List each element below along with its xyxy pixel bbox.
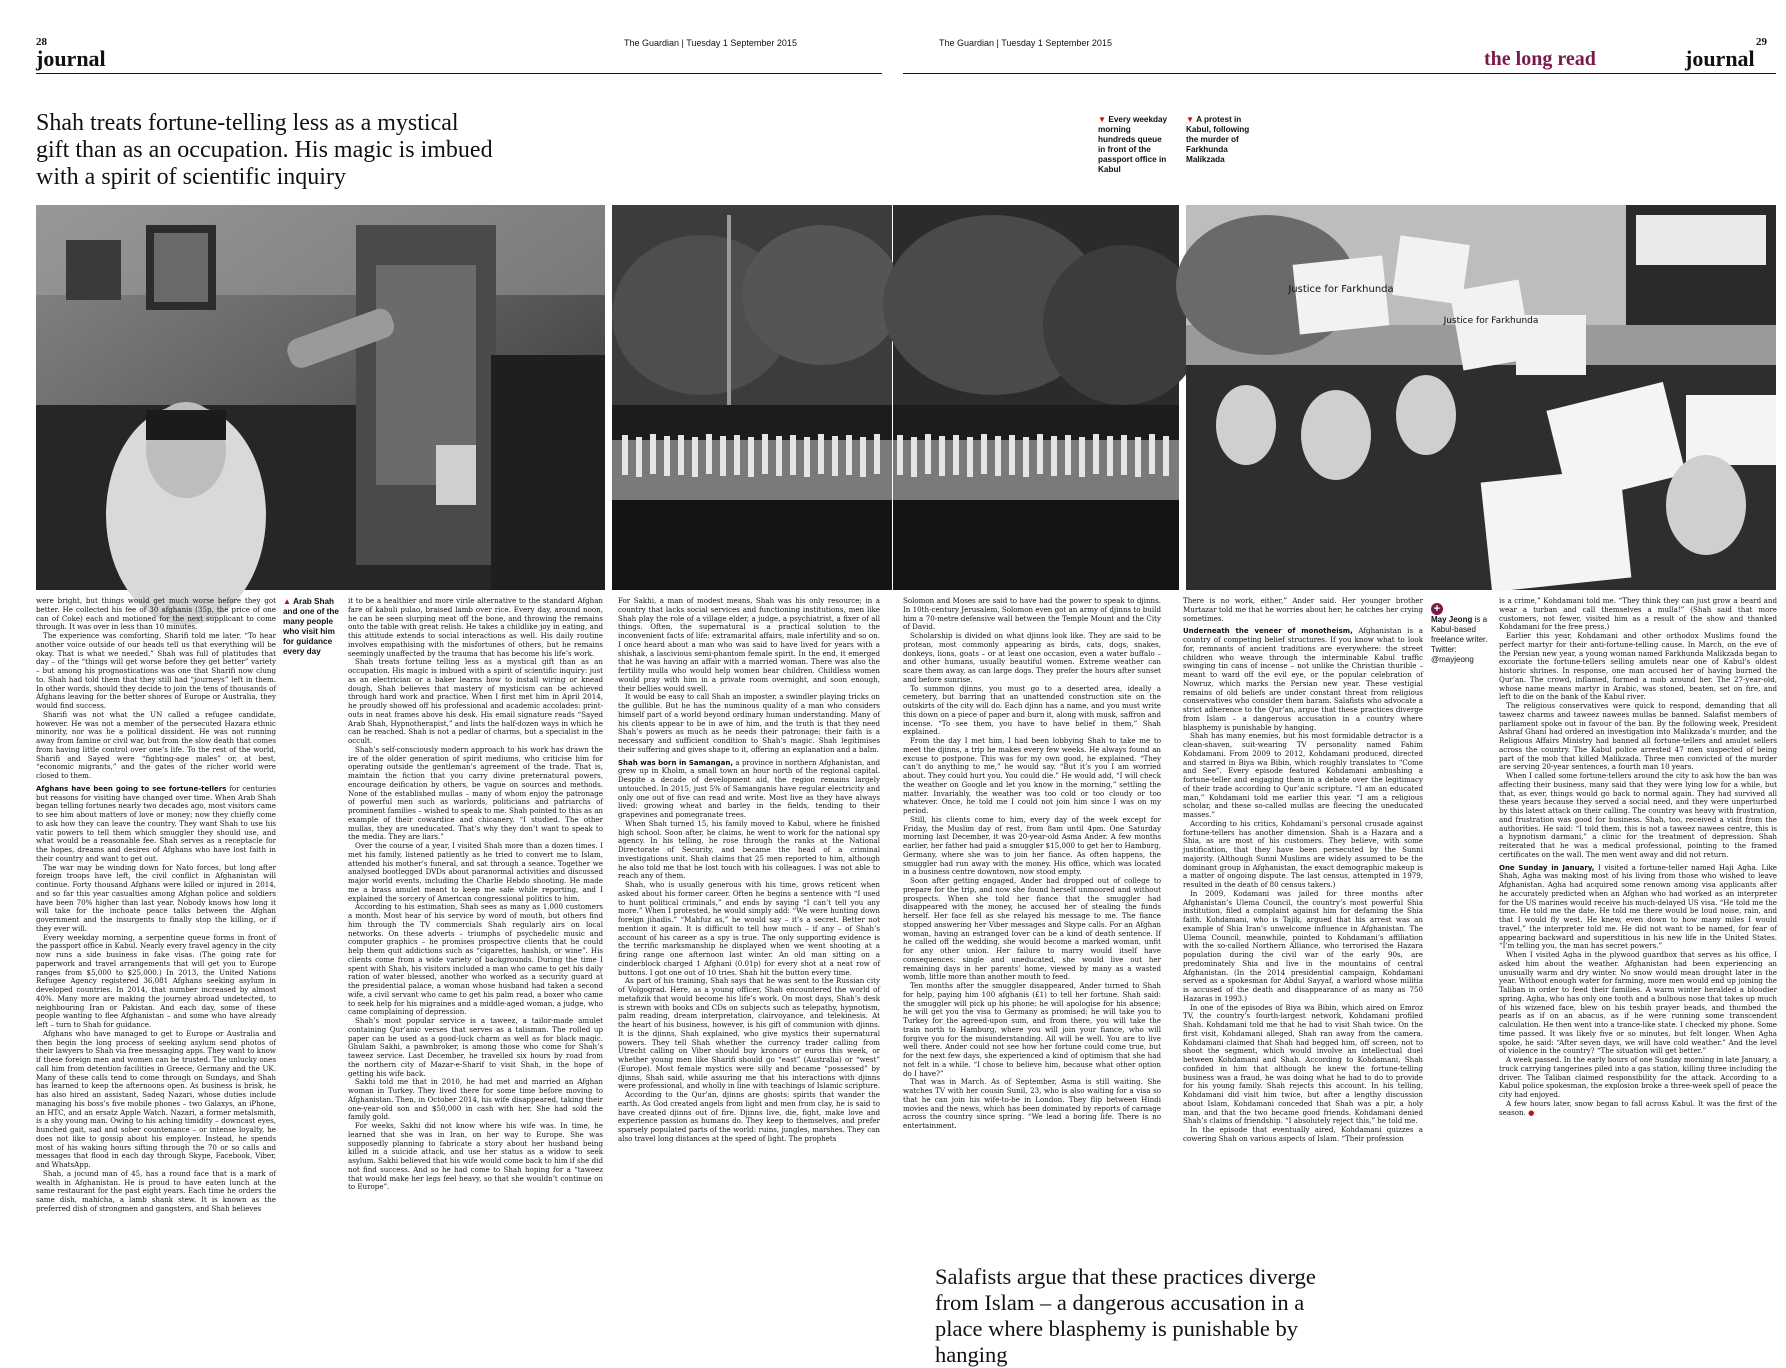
paragraph: In one of the episodes of Biya wa Bibin, which aired on Emroz TV, the country’s fourth-largest network, Kohdamani profiled Shah. Kohdamani told me that he had to visit Shah twice. On the first visit, Kohdamani alleged, Shah ran away from the camera. Kohdamani claimed that Shah had begged him, off screen, not to shoot the segment, which would involve an intellectual duel between Kohdamani and Shah. According to Kohdamani, Shah confided in him that although he knew the fortune-telling business was a fraud, he was doing what he had to do to provide for his young family. Shah rejects this account. In his telling, Kohdamani did visit him twice, but after a lengthy discussion about Islam, Kohdamani conceded that Shah was a pir, a holy man, and that the two became good friends. Kohdamani denied Shah’s claims of friendship. “I absolutely reject this,” he told me. [1183, 1002, 1423, 1126]
page-number: 28 [36, 36, 47, 48]
paragraph: From the day I met him, I had been lobbying Shah to take me to meet the djinns, a trip he makes every few weeks. He always found an excuse to postpone. This was for my own good, he explained. “They can’t do anything to me,” he would say. “But it’s you I am worried about. They could hurt you. You could die.” He would add, “I will check the weather on Google and let you know in the morning,” settling the matter. Invariably, the weather was too cold or too cloudy or too whatever. Once, he told me I could not join him since I was on my period. [903, 736, 1161, 815]
paragraph: As part of his training, Shah says that he was sent to the Russian city of Volgograd. Here, as a young officer, Shah encountered the world of metafizik that would become his life’s work. On most days, Shah’s desk is strewn with books and CDs on subjects such as telepathy, hypnotism, palm reading, dream interpretation, clairvoyance, and telekinesis. At the heart of his business, however, is his gift of communion with djinns. It is the djinns, Shah explained, who give mystics their supernatural powers. They tell Shah whether the currency trader calling from Utrecht calling on Viber should buy kronors or euros this week, or whether young men like Sharifi should go “east” (Australia) or “west” (Europe). Most female mystics were silly and became “possessed” by djinns, Shah said, while assuring me that his interactions with djinns were professional, and wholly in line with teachings of Islamic scripture. [618, 976, 880, 1091]
paragraph: For Sakhi, a man of modest means, Shah was his only resource; in a country that lacks social services and functioning institutions, men like Shah play the role of a village elder, a judge, a psychiatrist, a fixer of all things. Often, the supernatural is a practical solution to the inconvenient facts of life: extramarital affairs, male infertility and so on. I once heard about a man who was said to have lived for years with a shishak, a lascivious semi-phantom female spirit. In the end, it emerged that he was having an affair with a married woman. There was also the fertility mulla who would help women bear children. Childless women would pray with him in a private room overnight, and soon enough, their bellies would swell. [618, 596, 880, 693]
paragraph: Shah’s self-consciously modern approach to his work has drawn the ire of the older generation of spirit mediums, who criticise him for operating outside the gentleman’s agreement of the trade. That is, maintain the fiction that you carry divine preternatural powers, encourage deification by others, be vague on sources and methods. None of the established mullas – many of whom enjoy the patronage of powerful men such as warlords, politicians and patriarchs of prominent families – wished to speak to me. Shah pointed to this as an example of their cowardice and chicanery. “I studied. The other mullas, they are uneducated. That’s why they don’t want to speak to the media. They are liars.” [348, 744, 603, 842]
subhead: Shah was born in Samangan, [618, 758, 734, 767]
paragraph: Afghanistan is a country of competing belief structures. If you know what to look for, remnants of ancient traditions are everywhere: the street children who weave through the interminable Kabul traffic swinging tin cans of incense – not unlike the Christian thurible – meant to ward off the evil eye, or the popular celebration of Nowruz, which marks the Persian new year. These vestigial remains of old beliefs are under constant threat from religious conservatives who consider them haram. Salafists who advocate a strict adherence to the Qur’an, argue that these practices diverge from Islam – a dangerous accusation in a country where blasphemy is punishable by hanging. [1183, 626, 1423, 732]
paragraph: Afghans who have managed to get to Europe or Australia and then begin the long process of seeking asylum send photos of their lawyers to Shah via free messaging apps. They want to know if these foreign men and women can be trusted. The unlucky ones call him from detention facilities in Greece, Germany and the UK. Many of these calls tend to come through on Sundays, and Shah has learned to keep the afternoons open. As business is brisk, he has also hired an assistant, Sadeq Nazari, whose duties include managing his boss’s five mobile phones – two Galaxys, an iPhone, an HTC, and an ersatz Apple Watch. Nazari, a former metalsmith, is a shy young man. Owing to his aching timidity – downcast eyes, hunched gait, sad and sober countenance – or intense loyalty, he does not like to gossip about his employer. Instead, he spends most of his waking hours sifting through the 70 or so calls and messages that flood in each day through Skype, Facebook, Viber, and WhatsApp. [36, 1028, 276, 1169]
section-title: journal [36, 46, 106, 71]
pull-quote-top: Shah treats fortune-telling less as a mystical gift than as an occupation. His magic is imbued with a spirit of scientific inquiry [36, 110, 493, 190]
paragraph: When I called some fortune-tellers around the city to ask how the ban was affecting their business, many said that they were lying low for a while, but that, as ever, things would go back to normal again. They had survived all these years because they served a social need, and they were unperturbed by this latest attack on their calling. The country was heavy with frustration, and frustration was good for business. Shah, too, received a visit from the authorities. He said: “I told them, this is not a taweez nawees centre, this is a hypnotism darmani,” a clinic for the treatment of depression. Shah reiterated that he was a medical professional, pointing to the framed certificates on the wall. The men went away and did not return. [1499, 771, 1777, 859]
paragraph: In the episode that eventually aired, Kohdamani quizzes a cowering Shah on various aspects of Islam. “Their profession [1183, 1125, 1423, 1143]
column-6 [1499, 597, 1777, 1327]
column-4 [903, 597, 1161, 1267]
protest-sign-2: Justice for Farkhunda [1443, 316, 1539, 326]
masthead: The Guardian | Tuesday 1 September 2015 [939, 38, 1112, 48]
subhead: One Sunday in January, [1499, 863, 1595, 872]
photo-arab-shah [36, 205, 605, 590]
paragraph: a province in northern Afghanistan, and grew up in Kholm, a small town an hour north of the regional capital. Despite a decade of development aid, the region remains largely untouched. In 2015, just 5% of Samanganis have regular electricity and only one out of five can read and write. Most live as they have always lived: growing wheat and barley in the fields, tending to their grapevines and pomegranate trees. [618, 757, 880, 819]
author-name: May Jeong [1431, 615, 1473, 624]
paragraph: Shah, a jocund man of 45, has a round face that is a mark of wealth in Afghanistan. He is proud to have eaten lunch at the same restaurant for the past eight years. Each time he orders the same dish, mahicha, a lamb shank stew. It is known as the preferred dish of strongmen and gangsters, and Shah believes [36, 1168, 276, 1213]
paragraph: is a crime,” Kohdamani told me. “They think they can just grow a beard and wear a turban and call themselves a mulla!” (Shah said that more customers, not fewer, visited him as a result of the show and thanked Kohdamani for the free press.) [1499, 596, 1777, 632]
paragraph: According to the Qur’an, djinns are ghosts: spirits that wander the earth. As God created angels from light and men from clay, he is said to have created djinns out of fire. Djinns live, die, fight, make love and experience passion as humans do. They keep to themselves, and prefer sparsely populated parts of the world: ruins, jungles, marshes. They can also travel long distances at the speed of light. The prophets [618, 1090, 880, 1143]
photo-protest [1186, 205, 1776, 590]
paragraph: According to his estimation, Shah sees as many as 1,000 customers a month. Most hear of his service by word of mouth, but others find him through the TV commercials Shah regularly airs on local networks. On these adverts – triumphs of psychedelic music and computer graphics – he promises prospective clients that he could help them quit addictions such as “cigarettes, hashish, or wine”. His clients come from a wide variety of backgrounds. During the time I spent with Shah, his visitors included a man who came to get his daily ration of water blessed, another who worked as a security guard at the presidential palace, a woman whose husband had taken a second wife, a civil servant who came to get his palm read, a boxer who came to seek help for his migraines and a middle-aged woman, a judge, who came complaining of depression. [348, 902, 603, 1017]
paragraph: A few hours later, snow began to fall across Kabul. It was the first of the season. [1499, 1098, 1777, 1117]
paragraph: To summon djinns, you must go to a deserted area, ideally a cemetery, but barring that an unattended construction site on the outskirts of the city will do. Each djinn has a name, and you must write this down on a piece of paper and burn it, along with musk, saffron and incense. “To see them, you have to have belief in them,” Shah explained. [903, 683, 1161, 737]
paragraph: It would be easy to call Shah an imposter, a swindler playing tricks on the gullible. But he has the numinous quality of a man who considers himself part of a world beyond ordinary human understanding. Many of his clients appear to be in awe of him, and the truth is that they need Shah’s powers as much as he needs their patronage; their faith is a necessary and sufficient condition to Shah’s magic. Shah legitimises their suffering and gives shape to it, offering an explanation and a balm. [618, 692, 880, 754]
paragraph: Every weekday morning, a serpentine queue forms in front of the passport office in Kabul. Nearly every travel agency in the city now runs a side business in fake visas. (The going rate for paperwork and travel arrangements that will get you to Europe ranges from $5,000 to $25,000.) In 2013, the United Nations Refugee Agency registered 36,081 Afghans seeking asylum in developed countries. In 2014, that number increased by almost 40%. Many more are making the journey abroad undetected, to neighbouring Iran or Pakistan. And each day, some of these people wanting to flee Afghanistan – and some who have already left – turn to Shah for guidance. [36, 932, 276, 1029]
left-page [0, 0, 893, 1332]
caption-arab-shah: ▲ Arab Shah and one of the many people who visit him for guidance every day [283, 597, 339, 656]
protest-sign-1: Justice for Farkhunda [1288, 284, 1394, 295]
paragraph: Sakhi told me that in 2010, he had met and married an Afghan woman in Turkey. They lived there for some time before moving to Afghanistan. Then, in October 2014, his wife disappeared, taking their one-year-old son and $50,000 in cash with her. She had sold the family gold. [348, 1077, 603, 1122]
caption-passport: ▼ Every weekday morning hundreds queue in front of the passport office in Kabul [1098, 115, 1168, 174]
paragraph: The religious conservatives were quick to respond, demanding that all taweez charms and taweez nawees mullas be banned. Salafist members of parliament spoke out in favour of the ban. By the following week, President Ashraf Ghani had ordered an investigation into Malikzada’s murder, and the Religious Affairs Ministry had banned all fortune-tellers and amulet sellers across the country. The Kabul police arrested 47 men suspected of being part of the mob that killed Malikzada. Three men convicted of the murder are serving 20-year sentences, a fourth man 10 years. [1499, 701, 1777, 772]
paragraph: Soon after getting engaged, Ander had dropped out of college to prepare for the trip, and now she found herself unmoored and without prospects. When she told her fiance that the smuggler had disappeared with the money, he accused her of stealing the funds herself. Her face fell as she relayed his message to me. The fiance stopped answering her Viber messages and Skype calls. For an Afghan woman, having an estranged lover can be a kind of death sentence. If he called off the wedding, she would become a marked woman, unfit for any other union. Her failure to marry would itself have consequences: single and uneducated, she would live out her remaining days in her parents’ home, viewed by many as a wasted womb, little more than another mouth to feed. [903, 876, 1161, 982]
paragraph: That was in March. As of September, Asma is still waiting. She watches TV with her cousin Sunil, 23, who is also waiting for a visa so that he can join his wife-to-be in London. They flip between Hindi movies and the news, which has been dominated by reports of carnage across the country since spring. “We lead a boring life. There is no entertainment. [903, 1077, 1161, 1130]
paragraph: In 2009, Kodamani was jailed for three months after Afghanistan’s Ulema Council, the country’s most powerful Shia institution, filed a complaint against him for defaming the Shia faith. Kohdamani, who is Tajik, argued that his arrest was an example of Shia Iran’s unwelcome influence in Afghanistan. The Ulema Council, meanwhile, pointed to Kohdamani’s affiliation with the so-called Northern Alliance, who terrorised the Hazara population during the civil war of the early 90s, are predominately Shia and live in the mountains of central Afghanistan. (In the 2014 presidential campaign, Kohdamani served as a spokesman for Abdul Sayyaf, a warlord whose militia is accused of the death and disappearance of as many as 750 Hazaras in 1993.) [1183, 888, 1423, 1003]
end-mark-icon: ● [1528, 1107, 1535, 1117]
paragraph: Over the course of a year, I visited Shah more than a dozen times. I met his family, listened patiently as he tried to convert me to Islam, attended his mother’s funeral, and sat through a seance. Together we analysed bootlegged DVDs about paranormal activities and discussed major world events, including the Charlie Hebdo shooting. He made me a brass amulet meant to keep me safe while reporting, and I explained the sorcery of American congressional politics to him. [348, 841, 603, 903]
paragraph: Scholarship is divided on what djinns look like. They are said to be protean, most commonly appearing as birds, cats, dogs, snakes, donkeys, lions, goats – or at least one occasion, even a water buffalo – and other humans, usually beautiful women. Extreme weather can scare them away, as can large dogs. They prefer the hours after sunset and before sunrise. [903, 631, 1161, 684]
paragraph: Shah has many enemies, but his most formidable detractor is a clean-shaven, suit-wearing TV personality named Fahim Kohdamani. From 2009 to 2012, Kohdamani produced, directed and starred in Biya wa Bibin, which roughly translates to “Come and See”. Every episode featured Kohdamani ambushing a fortune-teller and engaging them in a debate over the legitimacy of their trade according to Qur’anic scripture. “I am an educated man,” Kohdamani told me earlier this year. “I am a religious scholar, and these so-called mullas are fleecing the uneducated masses.” [1183, 731, 1423, 819]
plus-icon: + [1431, 603, 1443, 615]
paragraph: When I visited Agha in the plywood guardbox that serves as his office, I asked him about the weather. Afghanistan had been experiencing an unusually warm and dry winter. No snow would mean drought later in the year. Without enough water for farming, more men would end up joining the Taliban in order to feed their families. A warm winter heralded a bloodier spring. Agha, who has only one tooth and a bulbous nose that takes up much of his wizened face, blew on his tesbih prayer beads, and thumbed the pearls as if on an abacus, as if he were running some transcendent calculation. He then went into a trance-like state. I checked my phone. Some time passed. It was likely five or so minutes, but felt longer. When Agha spoke, he said: “After seven days, we will have cold weather.” And the level of violence in the country? “The situation will get better.” [1499, 950, 1777, 1056]
section-title: journal [1685, 46, 1755, 71]
paragraph: were bright, but things would get much worse before they got better. He collected his fee of 30 afghanis (35p, the price of one can of Coke) each and motioned for the next supplicant to come through. It was over in less than 10 minutes. [36, 596, 276, 632]
paragraph: Shah treats fortune telling less as a mystical gift than as an occupation. His magic is imbued with a spirit of scientific inquiry: just as an electrician or a baker learns how to install wiring or knead dough, Shah believes that mastery of mysticism can be achieved through hard work and practice. When I first met him in April 2014, he proudly showed off his professional and academic accolades: print-outs in neat frames above his desk. His email signature reads “Sayed Arab Shah, Hypnotherapist,” and lists the half-dozen ways in which he can be reached. Shah is not a pedlar of charms, but a specialist in the occult. [348, 657, 603, 745]
paragraph: For weeks, Sakhi did not know where his wife was. In time, he learned that she was in Iran, on her way to Europe. She was supposedly planning to fabricate a story about her husband being killed in a suicide attack, and use her status as a widow to seek asylum. Sakhi believed that his wife would come back to him if she did not find success. And so he had come to Shah hoping for a “taweez that would make her legs feel heavy, so that she wouldn’t continue on to Europe”. [348, 1121, 603, 1192]
pull-quote-bottom: Salafists argue that these practices diverge from Islam – a dangerous accusation in a place where blasphemy is punishable by hanging [935, 1264, 1316, 1367]
page-number: 29 [1756, 36, 1767, 48]
paragraph: it to be a healthier and more virile alternative to the standard Afghan fare of kabuli pulao, braised lamb over rice. Every day, around noon, he can be seen slurping meat off the bone, and throwing the remains onto the table with great relish. He takes a childlike joy in eating, and this attitude extends to social interactions as well. His daily routine involves empathising with the misfortunes of others, but he remains seemingly unaffected by the trauma that has become his life’s work. [348, 596, 603, 658]
paragraph: A week passed. In the early hours of one Sunday morning in late January, a truck carrying tangerines piled into a gas station, killing three including the driver. The Taliban claimed responsibility for the attack. According to a Kabul police spokesman, the explosion broke a three-week spell of peace the city had enjoyed. [1499, 1055, 1777, 1099]
author-box [1431, 603, 1491, 665]
header-rule [36, 73, 882, 74]
photo-passport-queue-left [612, 205, 892, 590]
paragraph: Still, his clients come to him, every day of the week except for Friday, the Muslim day of rest, from 8am until 4pm. One Saturday morning last December, it was 20-year-old Asma Ander. A few months earlier, her father had paid a smuggler $15,000 to get her to Hamburg, Germany, where she was to join her fiance. As often happens, the smuggler had run away with the money. His office, which was located in a business centre downtown, now stood empty. [903, 814, 1161, 877]
paragraph: The experience was comforting, Sharifi told me later. “To hear another voice outside of our heads tell us that everything will be okay. That is what we needed.” Shah was full of platitudes that day – of the “things will get worse before they get better” variety – but among his prognostications was one that Sharifi now clung to. Shah had told them that they still had “journeys” left in them. In other words, should they decide to join the tens of thousands of Afghans leaving for the better shores of Europe or Australia, they would find success. [36, 631, 276, 710]
masthead: The Guardian | Tuesday 1 September 2015 [624, 38, 797, 48]
photo-passport-queue-right [893, 205, 1179, 590]
kicker-long-read: the long read [1484, 48, 1596, 70]
paragraph: Shah, who is usually generous with his time, grows reticent when asked about his former career. Often he begins a sentence with “I used to hunt political criminals,” and ends by saying “I can’t tell you any more.” When I protested, he would simply add: “We were hunting down foreign jihadis.” “Mahfuz as,” he would say – it’s a secret. Better not mention it again. It is difficult to tell how much – if any – of Shah’s account of his career as a spy is true. The only supporting evidence is the terrific marksmanship he displayed when we went shooting at a firing range one afternoon last winter. An old man sitting on a cinderblock charged 1 Afghani (0.01p) for every shot at a neat row of buttons. I got one out of 10 tries. Shah hit the button every time. [618, 880, 880, 977]
paragraph: Ten months after the smuggler disappeared, Ander turned to Shah for help, paying him 100 afghanis (£1) to tell her fortune. Shah said: the smuggler will pick up his phone; he will apologise for his absence; he will get you the visa to Germany as promised; he will take you to Turkey for the agreed-upon sum, and from there, you will take the train north to Hamburg, where you will join your fiance, who will forgive you for the misunderstanding. All will be well. You are to live well there. Ander could not see how her fortune could come true, but for the next few days, she experienced a kind of optimism that she had not felt in a while. “I chose to believe him, because what other option do I have?” [903, 981, 1161, 1078]
paragraph: The war may be winding down for Nato forces, but long after foreign troops have left, the civil conflict in Afghanistan will continue. Forty thousand Afghans were killed or injured in 2014, and so far this year casualties among Afghan police and soldiers have been 70% higher than last year. Nobody knows how long it will take for the inchoate peace talks between the Afghan government and the insurgents to finally stop the killing, or if they ever will. [36, 862, 276, 933]
column-2 [348, 597, 603, 1327]
column-1 [36, 597, 276, 1327]
paragraph: I visited a fortune-teller named Haji Agha. Like Shah, Agha was making most of his living from those who wished to leave Afghanistan. Agha had acquired some renown among visa applicants after he accurately predicted when an Afghan who had worked as an interpreter for the US marines would receive his much-delayed US visa. “He told me the time. He told me the date. He told me there would be loud noise, rain, and that I would fly west. He knew, even down to how many miles I would travel,” the interpreter told me. He did not want to be named, for fear of appearing backward and superstitious in his new life in the United States. “I’m telling you, the man has secret powers.” [1499, 862, 1777, 951]
paragraph: Sharifi was not what the UN called a refugee candidate, however. He was not a member of the persecuted Hazara ethnic minority, nor was he a political dissident. He was not running away from famine or civil war, but from the slow death that comes from having little control over one’s life. To the rest of the world, Sharifi and Sayed were “fighting-age males” or, at best, “economic migrants,” and the gates of the richer world were closed to them. [36, 709, 276, 780]
right-page [893, 0, 1786, 1332]
column-5 [1183, 597, 1423, 1259]
paragraph: Shah’s most popular service is a taweez, a tailor-made amulet containing Qur’anic verses that serves as a talisman. The rolled up paper can be used as a good-luck charm as well as for black magic. Ghulam Sakhi, a pawnbroker, is among those who come for Shah’s taweez service. Last December, he travelled six hours by road from the northern city of Mazar-e-Sharif to visit Shah, in the hope of getting his wife back. [348, 1016, 603, 1078]
subhead: Underneath the veneer of monotheism, [1183, 627, 1353, 636]
paragraph: According to his critics, Kohdamani’s personal crusade against fortune-tellers has another dimension. Shah is a Hazara and a Shia, as are most of his customers. They believe, with some justification, that they have been persecuted by the Sunni majority. (Although Sunni Muslims are widely assumed to be the dominant group in Afghanistan, the exact demographic makeup is a matter of ongoing dispute. The last census, attempted in 1979, resulted in the death of 80 census takers.) [1183, 818, 1423, 889]
caption-protest: ▼ A protest in Kabul, following the murder of Farkhunda Malikzada [1186, 115, 1250, 164]
author-bio: is a Kabul-based freelance writer. Twitter: @mayjeong [1431, 615, 1488, 664]
paragraph: There is no work, either,” Ander said. Her younger brother Murtazar told me that he worries about her; he catches her crying sometimes. [1183, 596, 1423, 623]
paragraph: When Shah turned 15, his family moved to Kabul, where he finished high school. Soon after, he claims, he went to work for the national spy agency. In his telling, he rose through the ranks at the National Directorate of Security, and became the head of a criminal investigations unit. Shah claims that 25 men reported to him, although he also told me that he lost touch with his colleagues. I was not able to reach any of them. [618, 818, 880, 881]
header-rule [903, 73, 1776, 74]
paragraph: Solomon and Moses are said to have had the power to speak to djinns. In 10th-century Jerusalem, Solomon even got an army of djinns to build him a 70-metre defensive wall between the Temple Mount and the City of David. [903, 596, 1161, 632]
column-3 [618, 597, 880, 1327]
paragraph: Earlier this year, Kohdamani and other orthodox Muslims found the perfect martyr for their anti-fortune-telling cause. In March, on the eve of the Persian new year, a young woman named Farkhunda Malikzada began to excoriate the fortune-tellers selling amulets near one of Kabul’s oldest historic shrines. In response, one man accused her of having burned the Qur’an. The crowd, inflamed, formed a mob around her. The 27-year-old, whose name means martyr in Arabic, was stoned, beaten, set on fire, and left to die on the bank of the Kabul river. [1499, 631, 1777, 702]
paragraph: for centuries but reasons for visiting have changed over time. When Arab Shah began telling fortunes nearly two decades ago, most visitors came to see him about matters of love or money; now they chiefly come to ask how they can leave the country. They want Shah to use his vatic powers to tell them which smuggler they should use, and what would be a reasonable fee. Shah serves as a receptacle for the hopes, dreams and desires of Afghans who have lost faith in their country and want to get out. [36, 783, 276, 863]
subhead: Afghans have been going to see fortune-tellers [36, 784, 227, 793]
